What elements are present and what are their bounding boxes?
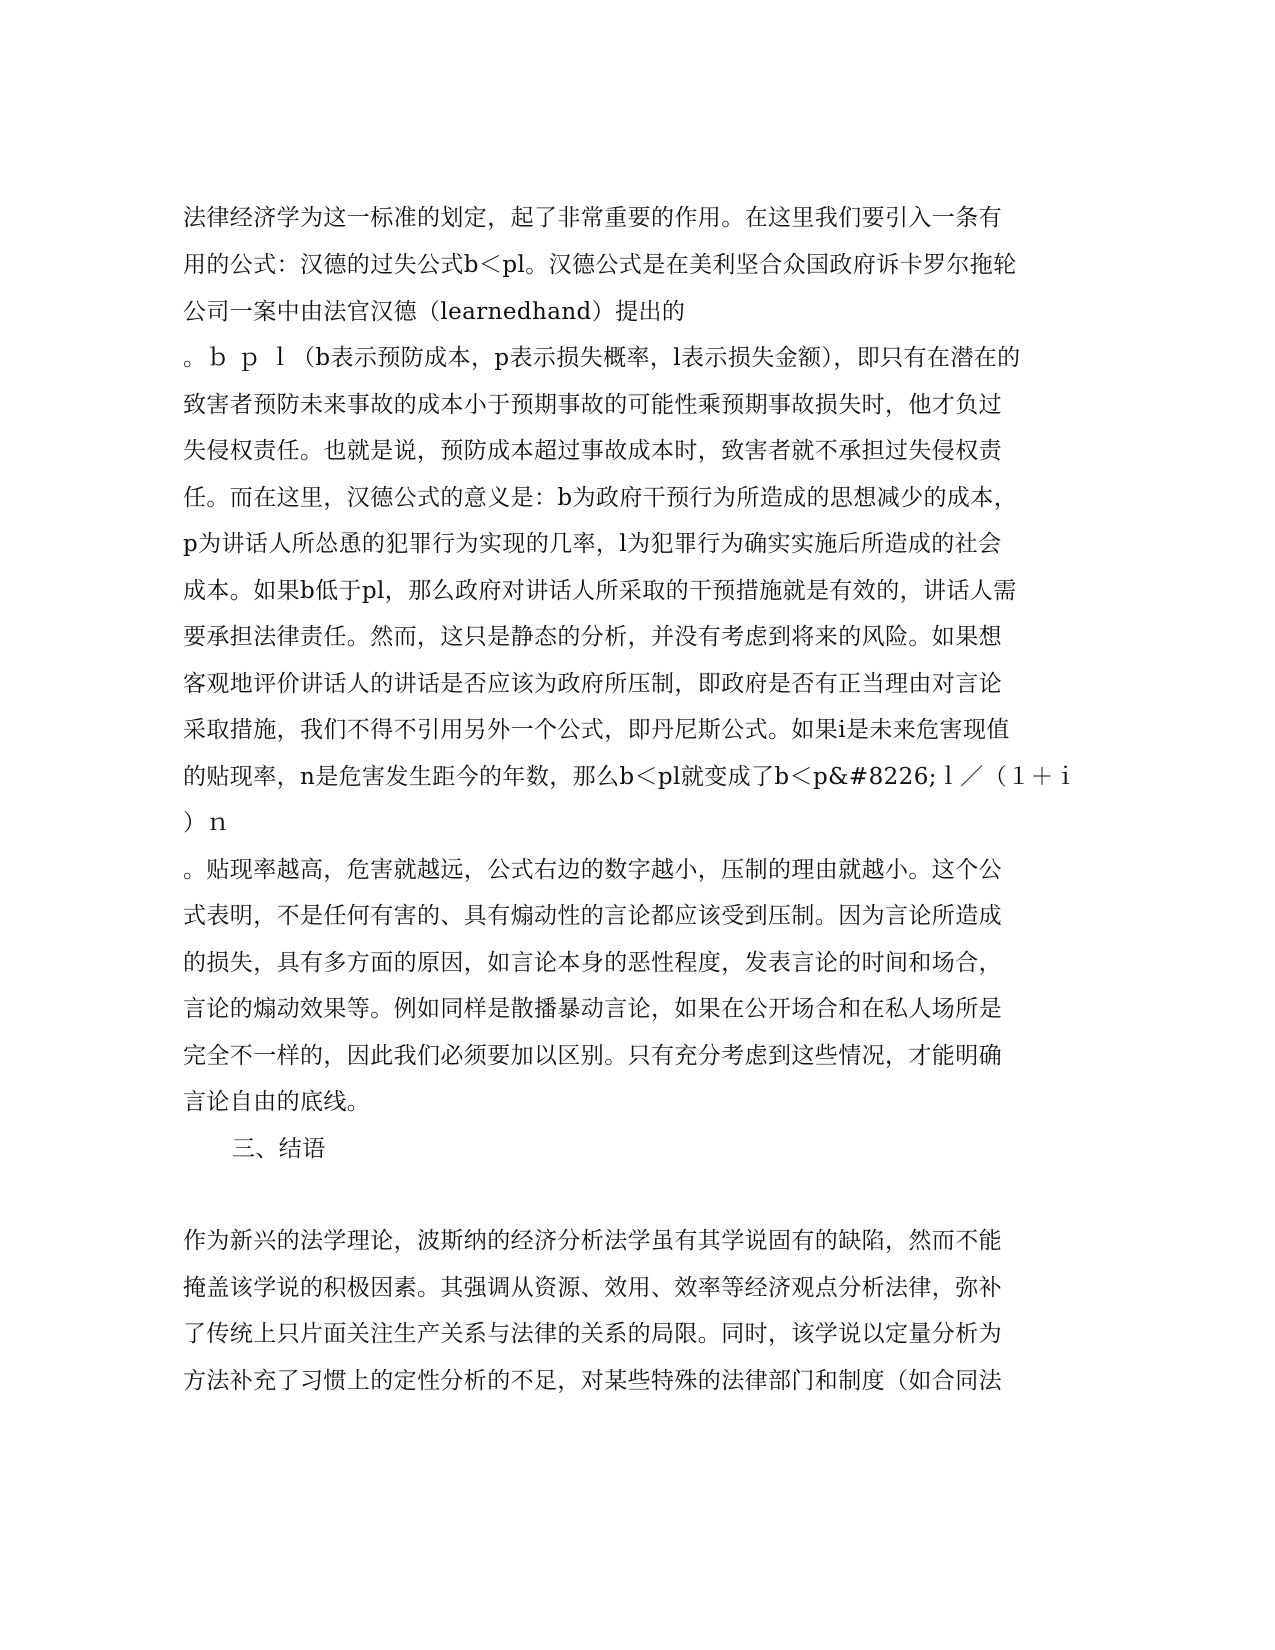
- body-line: 法律经济学为这一标准的划定，起了非常重要的作用。在这里我们要引入一条有: [183, 205, 1002, 231]
- body-line: 的损失，具有多方面的原因，如言论本身的恶性程度，发表言论的时间和场合，: [183, 950, 1002, 976]
- conclusion-line: 了传统上只片面关注生产关系与法律的关系的局限。同时，该学说以定量分析为: [183, 1321, 1002, 1347]
- body-line: 致害者预防未来事故的成本小于预期事故的可能性乘预期事故损失时，他才负过: [183, 392, 1002, 418]
- body-line: 要承担法律责任。然而，这只是静态的分析，并没有考虑到将来的风险。如果想: [183, 624, 1002, 650]
- conclusion-line: 方法补充了习惯上的定性分析的不足，对某些特殊的法律部门和制度（如合同法: [183, 1368, 1002, 1394]
- body-line: 。ｂ ｐ ｌ（b表示预防成本，p表示损失概率，l表示损失金额），即只有在潜在的: [183, 345, 1021, 371]
- body-line: ）ｎ: [183, 810, 230, 836]
- body-line: 言论自由的底线。: [183, 1089, 371, 1115]
- body-line: 言论的煽动效果等。例如同样是散播暴动言论，如果在公开场合和在私人场所是: [183, 996, 1002, 1022]
- body-line: 成本。如果b低于pl，那么政府对讲话人所采取的干预措施就是有效的，讲话人需: [183, 578, 1017, 604]
- body-line: 任。而在这里，汉德公式的意义是：b为政府干预行为所造成的思想减少的成本，: [183, 485, 1018, 511]
- body-line: 采取措施，我们不得不引用另外一个公式，即丹尼斯公式。如果i是未来危害现值: [183, 717, 1010, 743]
- body-line: 失侵权责任。也就是说，预防成本超过事故成本时，致害者就不承担过失侵权责: [183, 438, 1002, 464]
- body-line: 的贴现率，n是危害发生距今的年数，那么b＜pl就变成了b＜p&#8226;ｌ／（１＋ｉ: [183, 764, 1078, 790]
- body-line: 公司一案中由法官汉德（learnedhand）提出的: [183, 299, 686, 325]
- body-line: 完全不一样的，因此我们必须要加以区别。只有充分考虑到这些情况，才能明确: [183, 1043, 1002, 1069]
- body-line: 式表明，不是任何有害的、具有煽动性的言论都应该受到压制。因为言论所造成: [183, 903, 1002, 929]
- body-line: 用的公式：汉德的过失公式b＜pl。汉德公式是在美利坚合众国政府诉卡罗尔拖轮: [183, 252, 1017, 278]
- section-heading: 三、结语: [232, 1136, 326, 1162]
- body-line: p为讲话人所怂恿的犯罪行为实现的几率，l为犯罪行为确实实施后所造成的社会: [183, 531, 1002, 557]
- body-line: 。贴现率越高，危害就越远，公式右边的数字越小，压制的理由就越小。这个公: [183, 857, 1002, 883]
- conclusion-line: 作为新兴的法学理论，波斯纳的经济分析法学虽有其学说固有的缺陷，然而不能: [183, 1228, 1002, 1254]
- body-line: 客观地评价讲话人的讲话是否应该为政府所压制，即政府是否有正当理由对言论: [183, 671, 1002, 697]
- conclusion-line: 掩盖该学说的积极因素。其强调从资源、效用、效率等经济观点分析法律，弥补: [183, 1275, 1002, 1301]
